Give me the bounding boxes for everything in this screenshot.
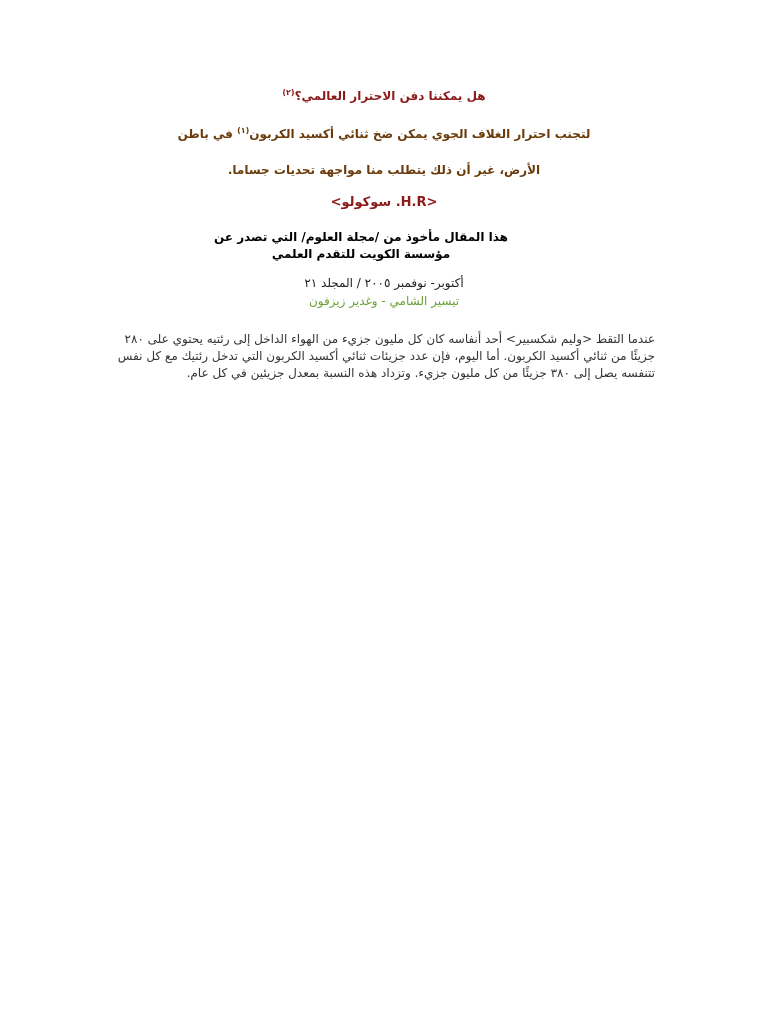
issue-date: أكتوبر- نوفمبر ٢٠٠٥ / المجلد ٢١ [304,276,464,290]
source-note: هذا المقال مأخوذ من /مجلة العلوم/ التي تصدر عن مؤسسة الكويت للتقدم العلمي [214,230,508,261]
lead-line-1-text: لتجنب احترار الغلاف الجوي يمكن ضخ ثنائي أكسيد الكربون [249,127,591,141]
lead-line-1-end: في باطن [177,127,238,141]
lead-line-2: الأرض، غير أن ذلك يتطلب منا مواجهة تحديات جساما. [227,163,541,177]
translators-line: تيسير الشامي - وغدير زيزفون [308,294,460,308]
author-line: <H.R. سوكولو> [330,195,438,210]
article-title [0,88,768,103]
title-footnote-ref: (٢) [282,88,295,97]
title-text: هل يمكننا دفن الاحترار العالمي؟ [294,89,486,103]
body-paragraph: عندما التقط <وليم شكسبير> أحد أنفاسه كان كل مليون جزيء من الهواء الداخل إلى رئتيه يحتوي على ٢٨٠ جزيئًا من ثنائي أكسيد الكربون. أما اليوم، فإن عدد جزيئات ثنائي أكسيد الكربون التي تدخل رئتيك مع كل نفس تتنفسه يصل إلى ٣٨٠ جزيئًا من كل مليون جزيء. وتزداد هذه النسبة بمعدل جزيئين في كل عام. [117,332,655,380]
lead-line-1 [0,126,768,141]
lead-footnote-ref: (١) [237,126,250,135]
